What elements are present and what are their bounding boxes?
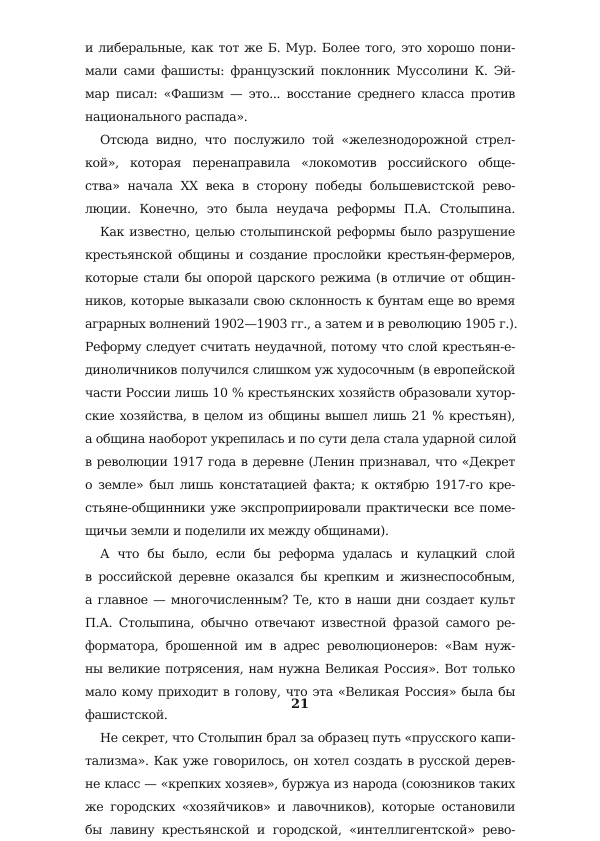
text-line: щичьи земли и поделили их между общинами). [85, 523, 389, 538]
text-line: П.А. Столыпина, обычно отвечают известной фразой самого ре- [85, 615, 515, 630]
text-line: ства» начала XX века в сторону победы большевистской рево- [85, 178, 515, 193]
text-line: Как известно, целью столыпинской реформы было разрушение [100, 224, 515, 239]
text-line: и либеральные, как тот же Б. Мур. Более того, это хорошо пони- [85, 40, 515, 55]
text-line: кой», которая перенаправила «локомотив российского обще- [85, 155, 515, 170]
text-line: стьяне-общинники уже экспроприировали практически все поме- [85, 500, 515, 515]
body-text [85, 36, 518, 841]
text-line: части России лишь 10 % крестьянских хозяйств образовали хутор- [85, 385, 515, 400]
page-number: 21 [290, 697, 310, 712]
text-line: в революции 1917 года в деревне (Ленин признавал, что «Декрет [85, 454, 515, 469]
text-line: ские хозяйства, в целом из общины вышел лишь 21 % крестьян), [85, 408, 515, 423]
text-line: Реформу следует считать неудачной, потому что слой крестьян-е- [85, 339, 515, 354]
text-line: же городских «хозяйчиков» и лавочников), которые остановили [85, 799, 515, 814]
text-line: ны великие потрясения, нам нужна Великая Россия». Вот только [85, 661, 515, 676]
text-line: которые стали бы опорой царского режима (в отличие от общин- [85, 270, 515, 285]
text-line: Не секрет, что Столыпин брал за образец путь «прусского капи- [100, 730, 515, 745]
text-line: люции. Конечно, это была неудача реформы П.А. Столыпина. [85, 201, 515, 216]
text-line: фашистской. [85, 707, 168, 722]
text-line: мало кому приходит в голову, что эта «Великая Россия» была бы [85, 684, 515, 699]
text-line: тализма». Как уже говорилось, он хотел создать в русской дерев- [85, 753, 515, 768]
text-line: ников, которые выказали свою склонность к бунтам еще во время [85, 293, 515, 308]
text-line: а община наоборот укрепилась и по сути дела стала ударной силой [85, 431, 517, 446]
text-line: Отсюда видно, что послужило той «железнодорожной стрел- [100, 132, 515, 147]
text-line: в российской деревне оказался бы крепким и жизнеспособным, [85, 569, 515, 584]
text-line: А что бы было, если бы реформа удалась и кулацкий слой [100, 546, 515, 561]
text-line: аграрных волнений 1902—1903 гг., а затем и в революцию 1905 г.). [85, 316, 518, 331]
text-line: о земле» был лишь констатацией факта; к октябрю 1917-го кре- [85, 477, 515, 492]
text-line: форматора, брошенной им в адрес революционеров: «Вам нуж- [85, 638, 515, 653]
text-line: бы лавину крестьянской и городской, «интеллигентской» рево- [85, 822, 515, 837]
text-line: мар писал: «Фашизм — это... восстание среднего класса против [85, 86, 515, 101]
text-line: мали сами фашисты: французский поклонник Муссолини К. Эй- [85, 63, 515, 78]
text-line: а главное — многочисленным? Те, кто в наши дни создает культ [85, 592, 515, 607]
text-line: национального распада». [85, 109, 248, 124]
text-line: крестьянской общины и создание прослойки крестьян-фермеров, [85, 247, 515, 262]
text-line: не класс — «крепких хозяев», буржуа из народа (союзников таких [85, 776, 515, 791]
text-line: диноличников получился слишком уж худосочным (в европейской [85, 362, 515, 377]
